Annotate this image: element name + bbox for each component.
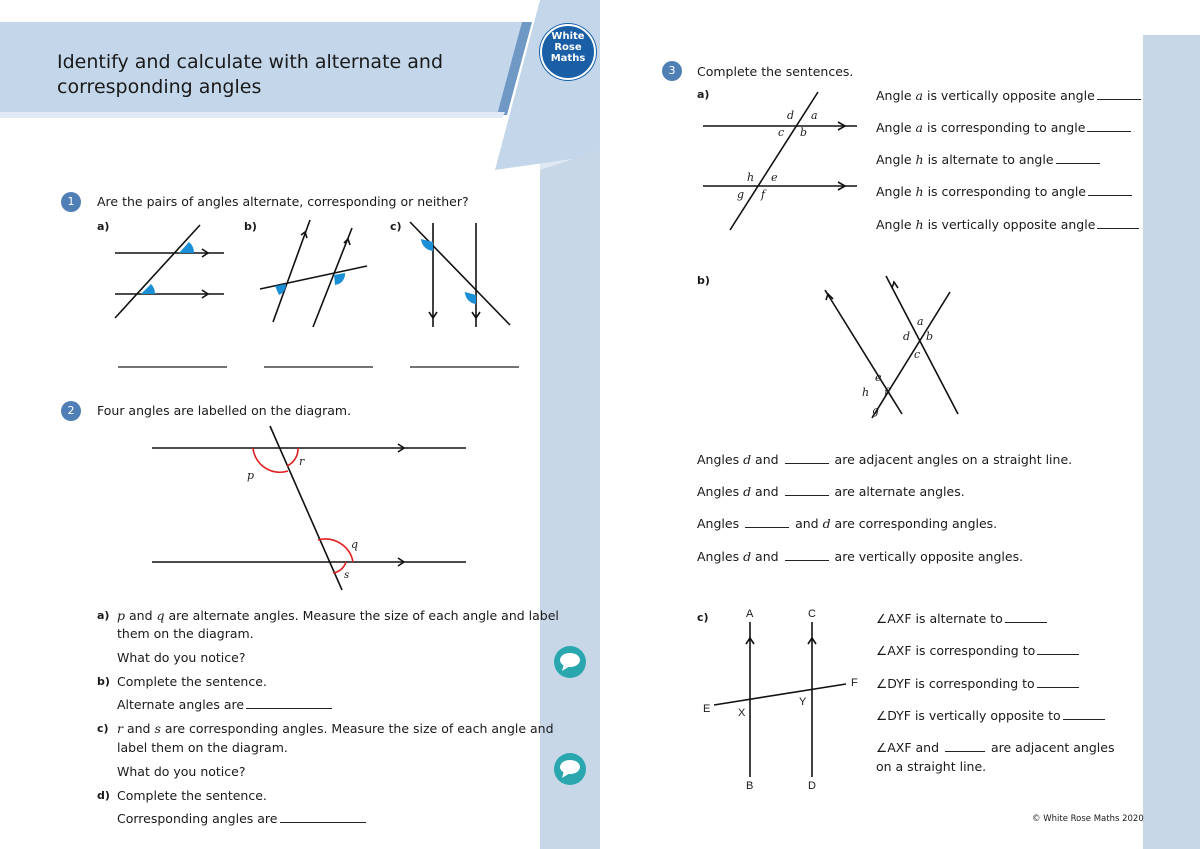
q2-part-a-notice: What do you notice? [117, 650, 246, 665]
q3a-s1-var: a [915, 88, 923, 103]
q3c-point-C: C [808, 608, 816, 620]
q3a-s3-pre: Angle [876, 152, 916, 167]
q3a-s2-post: is corresponding to angle [923, 120, 1086, 135]
q3-part-a-label: a) [697, 88, 710, 101]
q3b-s3-pre: Angles [697, 516, 740, 531]
q3a-s4-pre: Angle [876, 184, 916, 199]
q3b-s1-var: d [743, 452, 752, 467]
q3c-s4-blank[interactable] [1063, 709, 1105, 720]
angle-label-s: s [344, 570, 350, 581]
q2a-text1: are alternate angles. Measure the size of each angle and label [164, 608, 559, 623]
question-2-prompt: Four angles are labelled on the diagram. [97, 403, 352, 418]
q2-part-d-label: d) [97, 789, 110, 802]
q3c-point-Y: Y [799, 696, 807, 708]
question-3-prompt: Complete the sentences. [697, 64, 854, 79]
question-1-prompt: Are the pairs of angles alternate, corresponding or neither? [97, 194, 469, 209]
q3c-s4-text: ∠DYF is vertically opposite to [876, 708, 1061, 723]
q3b-label-f: f [884, 386, 889, 399]
q3b-s2-pre: Angles [697, 484, 744, 499]
q3b-s2-post: are alternate angles. [834, 484, 965, 499]
q3b-s3-post: are corresponding angles. [830, 516, 998, 531]
q3b-s2-mid: and [751, 484, 779, 499]
q3b-s4-mid: and [751, 549, 779, 564]
copyright-footer: © White Rose Maths 2020 [1032, 814, 1144, 824]
q3b-label-h: h [862, 386, 870, 399]
q3b-label-e: e [875, 371, 882, 384]
q3a-s2-pre: Angle [876, 120, 916, 135]
q3c-sentence-4 [876, 708, 1107, 723]
question-1-number: 1 [61, 192, 81, 212]
q3c-s5-pre: ∠AXF and [876, 740, 940, 755]
q3-part-c-label: c) [697, 611, 709, 624]
q2b-sentence-text: Alternate angles are [117, 697, 245, 712]
q1-part-a-label: a) [97, 220, 110, 233]
q3c-s5-blank[interactable] [945, 741, 985, 752]
angle-label-p: p [247, 469, 255, 482]
question-2-number: 2 [61, 401, 81, 421]
q3c-sentence-1 [876, 611, 1049, 626]
q3a-s4-var: h [915, 184, 924, 199]
q3a-s1-post: is vertically opposite angle [923, 88, 1095, 103]
logo-text-1: White [551, 31, 585, 42]
q3a-label-c: c [778, 126, 785, 139]
q3c-sentence-3 [876, 676, 1081, 691]
q3b-s3-var: d [822, 516, 831, 531]
q2d-answer-blank[interactable] [280, 812, 366, 823]
q3c-point-X: X [738, 707, 746, 719]
title-line-1: Identify and calculate with alternate and [57, 51, 444, 73]
q3a-label-g: g [737, 188, 745, 201]
q3c-point-F: F [851, 677, 858, 689]
q3c-line-EF [714, 684, 846, 705]
logo-text-3: Maths [550, 53, 586, 64]
q3c-point-A: A [746, 608, 754, 620]
q3c-point-E: E [703, 703, 711, 715]
q3c-s3-blank[interactable] [1037, 677, 1079, 688]
q2-part-c-notice: What do you notice? [117, 764, 246, 779]
q2c-text1: are corresponding angles. Measure the size of each angle and [160, 721, 554, 736]
q3c-sentence-5-line2: on a straight line. [876, 759, 987, 774]
q2-part-c-text2: label them on the diagram. [117, 740, 288, 755]
q3c-point-D: D [808, 780, 816, 792]
var-q: q [156, 608, 165, 623]
q3b-s1-mid: and [751, 452, 779, 467]
q3b-label-a: a [917, 315, 924, 328]
q3c-sentence-2 [876, 643, 1081, 658]
q3a-s5-pre: Angle [876, 217, 916, 232]
q3a-s3-var: h [915, 152, 924, 167]
q3a-s5-post: is vertically opposite angle [923, 217, 1096, 232]
q3b-s3-mid: and [795, 516, 823, 531]
q2-part-b-label: b) [97, 675, 110, 688]
q3c-sentence-5 [876, 740, 1114, 755]
logo-text-2: Rose [554, 42, 582, 53]
q3c-s3-text: ∠DYF is corresponding to [876, 676, 1035, 691]
q2-part-a-label: a) [97, 609, 110, 622]
q3a-label-b: b [800, 126, 808, 139]
q3a-label-a: a [811, 109, 818, 122]
q3a-label-d: d [787, 109, 795, 122]
q1-part-c-label: c) [390, 220, 402, 233]
q3a-s1-pre: Angle [876, 88, 916, 103]
q3c-s2-blank[interactable] [1037, 644, 1079, 655]
q3b-label-g: g [872, 404, 880, 417]
var-s: s [154, 721, 161, 736]
q2-part-b-text: Complete the sentence. [117, 674, 267, 689]
q2-part-d-sentence [117, 811, 368, 826]
angle-label-r: r [299, 455, 305, 468]
q3c-s2-text: ∠AXF is corresponding to [876, 643, 1036, 658]
q3c-s5-post: are adjacent angles [990, 740, 1115, 755]
q3a-s4-post: is corresponding to angle [923, 184, 1086, 199]
q3b-s2-var: d [743, 484, 752, 499]
q3a-s2-var: a [915, 120, 923, 135]
q3-part-b-label: b) [697, 274, 710, 287]
q3a-label-e: e [771, 171, 778, 184]
var-p: p [117, 608, 126, 623]
q3a-s3-post: is alternate to angle [923, 152, 1054, 167]
var-r: r [117, 721, 123, 736]
angle-label-q: q [351, 538, 359, 551]
question-3-number: 3 [662, 61, 682, 81]
q3b-label-d: d [903, 330, 911, 343]
q3a-s5-var: h [915, 217, 924, 232]
q3b-label-b: b [926, 330, 934, 343]
q2d-sentence-text: Corresponding angles are [117, 811, 278, 826]
q3c-s1-text: ∠AXF is alternate to [876, 611, 1003, 626]
q3b-s1-pre: Angles [697, 452, 744, 467]
q3b-s4-var: d [743, 549, 752, 564]
q2c-and: and [122, 721, 155, 736]
q3b-s4-post: are vertically opposite angles. [834, 549, 1024, 564]
q3b-s1-post: are adjacent angles on a straight line. [834, 452, 1073, 467]
q1-part-b-label: b) [244, 220, 257, 233]
q3a-label-h: h [747, 171, 755, 184]
q3c-point-B: B [746, 780, 754, 792]
q3b-label-c: c [914, 348, 921, 361]
q3b-s4-pre: Angles [697, 549, 744, 564]
q3c-s1-blank[interactable] [1005, 612, 1047, 623]
q3a-label-f: f [761, 188, 766, 201]
q2a-and: and [125, 608, 157, 623]
q2-part-d-text: Complete the sentence. [117, 788, 267, 803]
q2-part-c-label: c) [97, 722, 109, 735]
q2-part-a-text2: them on the diagram. [117, 626, 254, 641]
title-line-2: corresponding angles [57, 76, 262, 98]
